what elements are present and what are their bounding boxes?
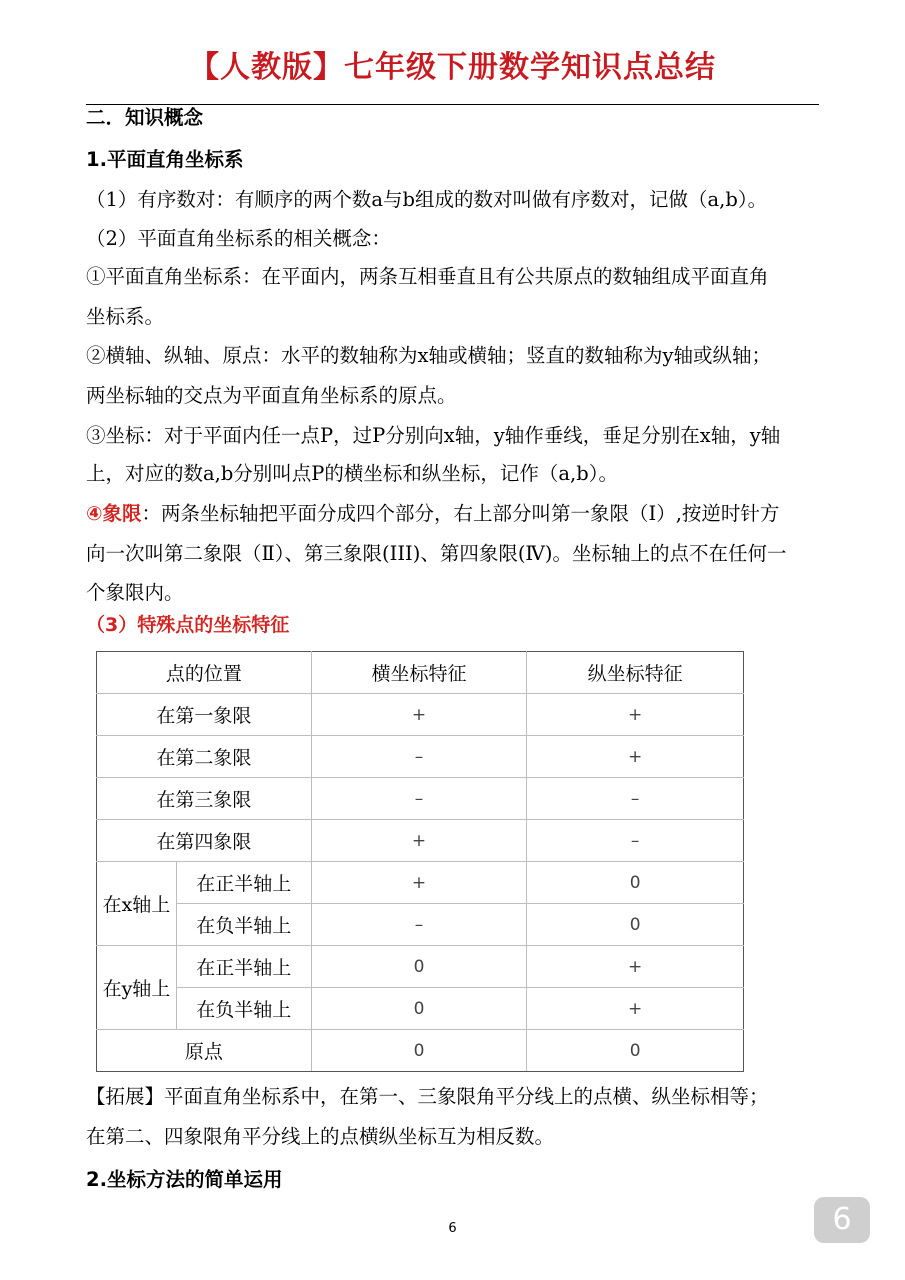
- table-row: [97, 1030, 744, 1072]
- page-badge: 6: [814, 1197, 870, 1243]
- table-cell: +: [311, 694, 527, 736]
- table-row: [97, 988, 744, 1030]
- page-title: 【人教版】七年级下册数学知识点总结: [189, 50, 716, 85]
- page-number: 6: [448, 1221, 457, 1236]
- table-cell: +: [311, 862, 527, 904]
- table-cell: +: [527, 988, 744, 1030]
- text-line: 向一次叫第二象限（Ⅱ）、第三象限(III)、第四象限(Ⅳ)。坐标轴上的点不在任何一: [86, 542, 787, 565]
- table-cell: 在第三象限: [97, 778, 312, 820]
- table-cell: –: [527, 820, 744, 862]
- quadrant-text: ：两条坐标轴把平面分成四个部分，右上部分叫第一象限（Ⅰ）,按逆时针方: [141, 502, 780, 525]
- table-row: [97, 946, 744, 988]
- table-cell: 在负半轴上: [176, 904, 311, 946]
- table-header-cell: 纵坐标特征: [527, 652, 744, 694]
- table-cell: +: [311, 820, 527, 862]
- table-cell: 在第二象限: [97, 736, 312, 778]
- table-row: [97, 820, 744, 862]
- table-cell: –: [527, 778, 744, 820]
- table-cell: 0: [311, 946, 527, 988]
- table-header-cell: 点的位置: [97, 652, 312, 694]
- table-cell: –: [311, 736, 527, 778]
- subsection-heading-2: 2.坐标方法的简单运用: [86, 1168, 283, 1191]
- coordinate-feature-table: [96, 651, 744, 1072]
- table-cell: –: [311, 904, 527, 946]
- table-cell: 在负半轴上: [176, 988, 311, 1030]
- text-line: ②横轴、纵轴、原点：水平的数轴称为x轴或横轴；竖直的数轴称为y轴或纵轴；: [86, 344, 772, 367]
- table-cell: +: [527, 946, 744, 988]
- table-row: [97, 736, 744, 778]
- table-cell: 0: [311, 1030, 527, 1072]
- text-line: （1）有序数对：有顺序的两个数a与b组成的数对叫做有序数对，记做（a,b）。: [86, 188, 768, 211]
- table-cell: 0: [527, 904, 744, 946]
- section-heading: 二．知识概念: [86, 106, 204, 129]
- table-row: [97, 904, 744, 946]
- text-line: 坐标系。: [86, 305, 165, 328]
- text-line: 个象限内。: [86, 581, 184, 604]
- table-cell: +: [527, 694, 744, 736]
- table-cell: +: [527, 736, 744, 778]
- table-cell: 原点: [97, 1030, 312, 1072]
- subsection-heading-3: （3）特殊点的坐标特征: [86, 614, 290, 636]
- text-line: 两坐标轴的交点为平面直角坐标系的原点。: [86, 384, 457, 407]
- extension-line-1: 【拓展】平面直角坐标系中，在第一、三象限角平分线上的点横、纵坐标相等；: [86, 1085, 769, 1108]
- quadrant-line: [86, 502, 826, 526]
- table-row: [97, 862, 744, 904]
- table-cell: 在正半轴上: [176, 862, 311, 904]
- table-header-row: [97, 652, 744, 694]
- text-line: （2）平面直角坐标系的相关概念：: [86, 227, 391, 250]
- text-line: ①平面直角坐标系：在平面内，两条互相垂直且有公共原点的数轴组成平面直角: [86, 265, 769, 288]
- table-cell: 0: [527, 862, 744, 904]
- table-row: [97, 778, 744, 820]
- table-row: [97, 694, 744, 736]
- table-cell-y-axis: 在y轴上: [97, 946, 177, 1030]
- text-line: 上，对应的数a,b分别叫点P的横坐标和纵坐标，记作（a,b）。: [86, 462, 618, 485]
- extension-line-2: 在第二、四象限角平分线上的点横纵坐标互为相反数。: [86, 1125, 555, 1148]
- table-header-cell: 横坐标特征: [311, 652, 527, 694]
- quadrant-label: ④象限: [86, 502, 142, 525]
- table-cell: –: [311, 778, 527, 820]
- subsection-heading-1: 1.平面直角坐标系: [86, 148, 244, 171]
- table-cell: 在第一象限: [97, 694, 312, 736]
- table-cell: 在第四象限: [97, 820, 312, 862]
- title-divider: [86, 104, 819, 105]
- table-cell: 0: [311, 988, 527, 1030]
- table-cell: 在正半轴上: [176, 946, 311, 988]
- text-line: ③坐标：对于平面内任一点P，过P分别向x轴，y轴作垂线，垂足分别在x轴，y轴: [86, 424, 781, 447]
- table-cell-x-axis: 在x轴上: [97, 862, 177, 946]
- table-cell: 0: [527, 1030, 744, 1072]
